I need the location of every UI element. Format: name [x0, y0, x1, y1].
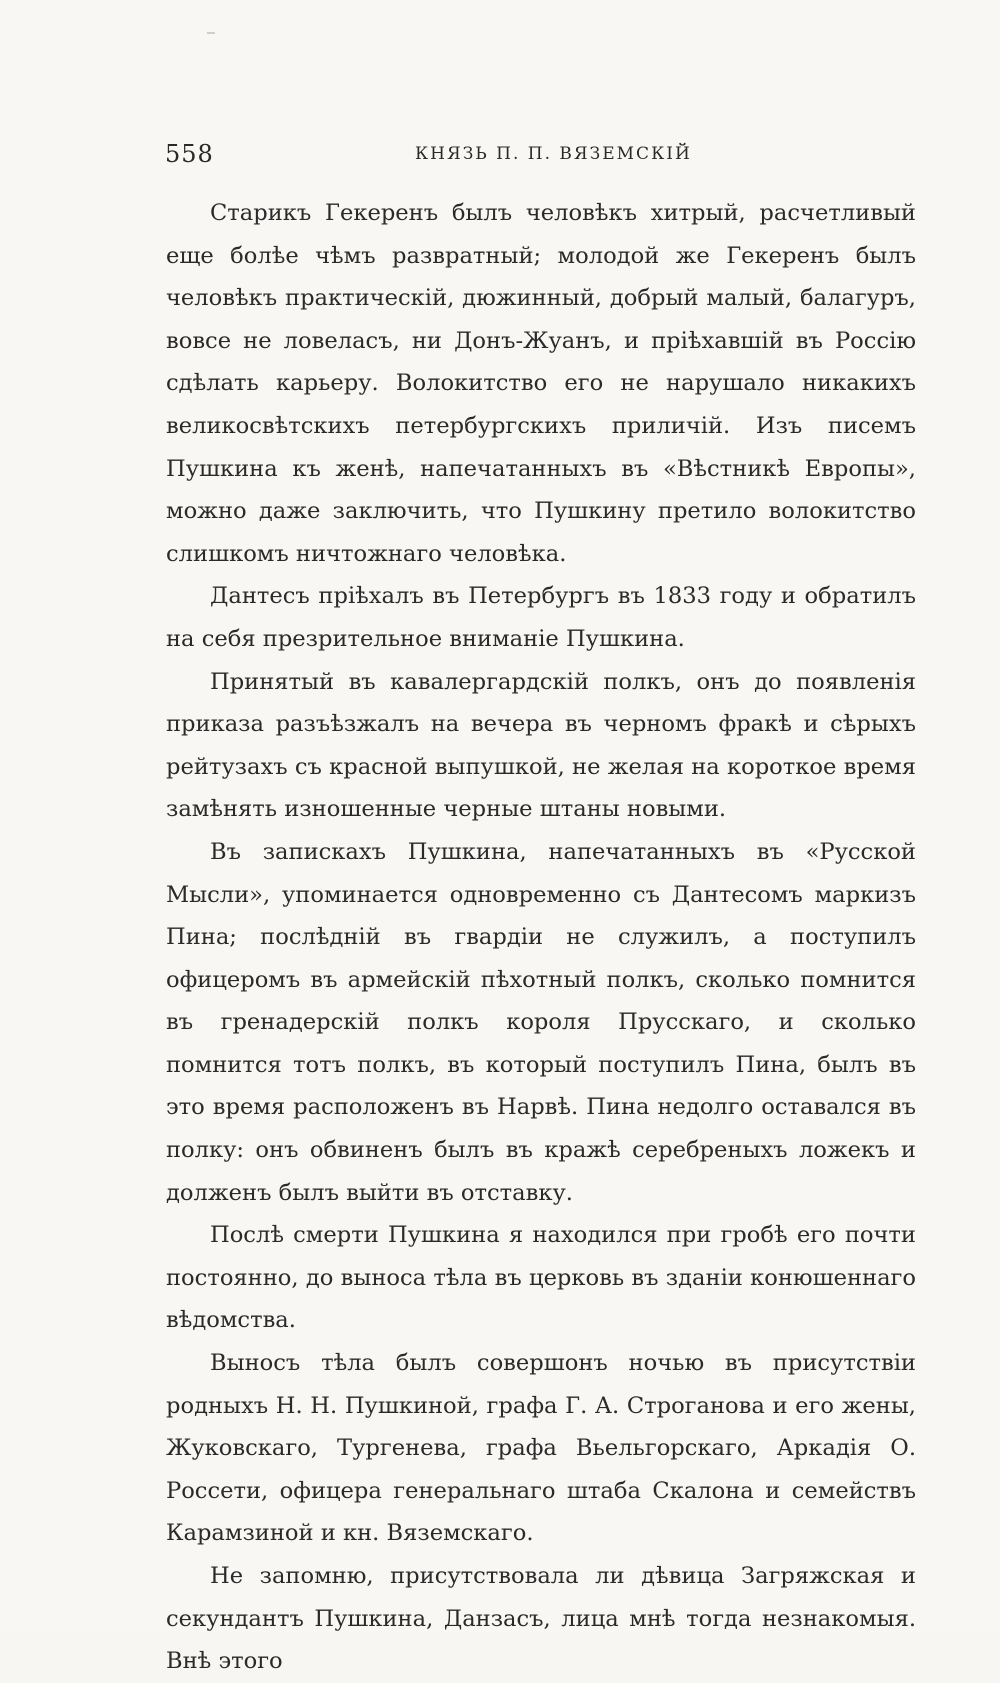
- body-text: [166, 192, 916, 1683]
- page-header: [165, 140, 915, 176]
- paragraph: Старикъ Гекеренъ былъ человѣкъ хитрый, расчетливый еще болѣе чѣмъ развратный; молодой же Гекеренъ былъ человѣкъ практическій, дюжинный, добрый малый, балагуръ, вовсе не ловеласъ, ни Донъ-Жуанъ, и пріѣхавшій въ Россію сдѣлать карьеру. Волокитство его не нарушало никакихъ великосвѣтскихъ петербургскихъ приличій. Изъ писемъ Пушкина къ женѣ, напечатанныхъ въ «Вѣстникѣ Европы», можно даже заключить, что Пушкину претило волокитство слишкомъ ничтожнаго человѣка.: [166, 200, 916, 567]
- paragraph: Послѣ смерти Пушкина я находился при гробѣ его почти постоянно, до выноса тѣла въ церковь въ зданіи конюшеннаго вѣдомства.: [166, 1222, 916, 1334]
- page-mark: [207, 32, 215, 34]
- paragraph: Не запомню, присутствовала ли дѣвица Загряжская и секундантъ Пушкина, Данзасъ, лица мнѣ тогда незнакомыя. Внѣ этого: [166, 1563, 916, 1675]
- paragraph: Дантесъ пріѣхалъ въ Петербургъ въ 1833 году и обратилъ на себя презрительное вниманіе Пушкина.: [166, 583, 916, 652]
- paragraph: Принятый въ кавалергардскій полкъ, онъ до появленія приказа разъѣзжалъ на вечера въ черномъ фракѣ и сѣрыхъ рейтузахъ съ красной выпушкой, не желая на короткое время замѣнять изношенные черные штаны новыми.: [166, 668, 916, 823]
- paragraph: Въ запискахъ Пушкина, напечатанныхъ въ «Русской Мысли», упоминается одновременно съ Дантесомъ маркизъ Пина; послѣдній въ гвардіи не служилъ, а поступилъ офицеромъ въ армейскій пѣхотный полкъ, сколько помнится въ гренадерскій полкъ короля Прусскаго, и сколько помнится тотъ полкъ, въ который поступилъ Пина, былъ въ это время расположенъ въ Нарвѣ. Пина недолго оставался въ полку: онъ обвиненъ былъ въ кражѣ серебреныхъ ложекъ и долженъ былъ выйти въ отставку.: [166, 838, 916, 1206]
- page-number: 558: [165, 140, 214, 168]
- running-head: КНЯЗЬ П. П. ВЯЗЕМСКІЙ: [415, 144, 692, 164]
- paragraph: Выносъ тѣла былъ совершонъ ночью въ присутствіи родныхъ Н. Н. Пушкиной, графа Г. А. Строганова и его жены, Жуковскаго, Тургенева, графа Вьельгорскаго, Аркадія О. Россети, офицера генеральнаго штаба Скалона и семействъ Карамзиной и кн. Вяземскаго.: [166, 1350, 916, 1547]
